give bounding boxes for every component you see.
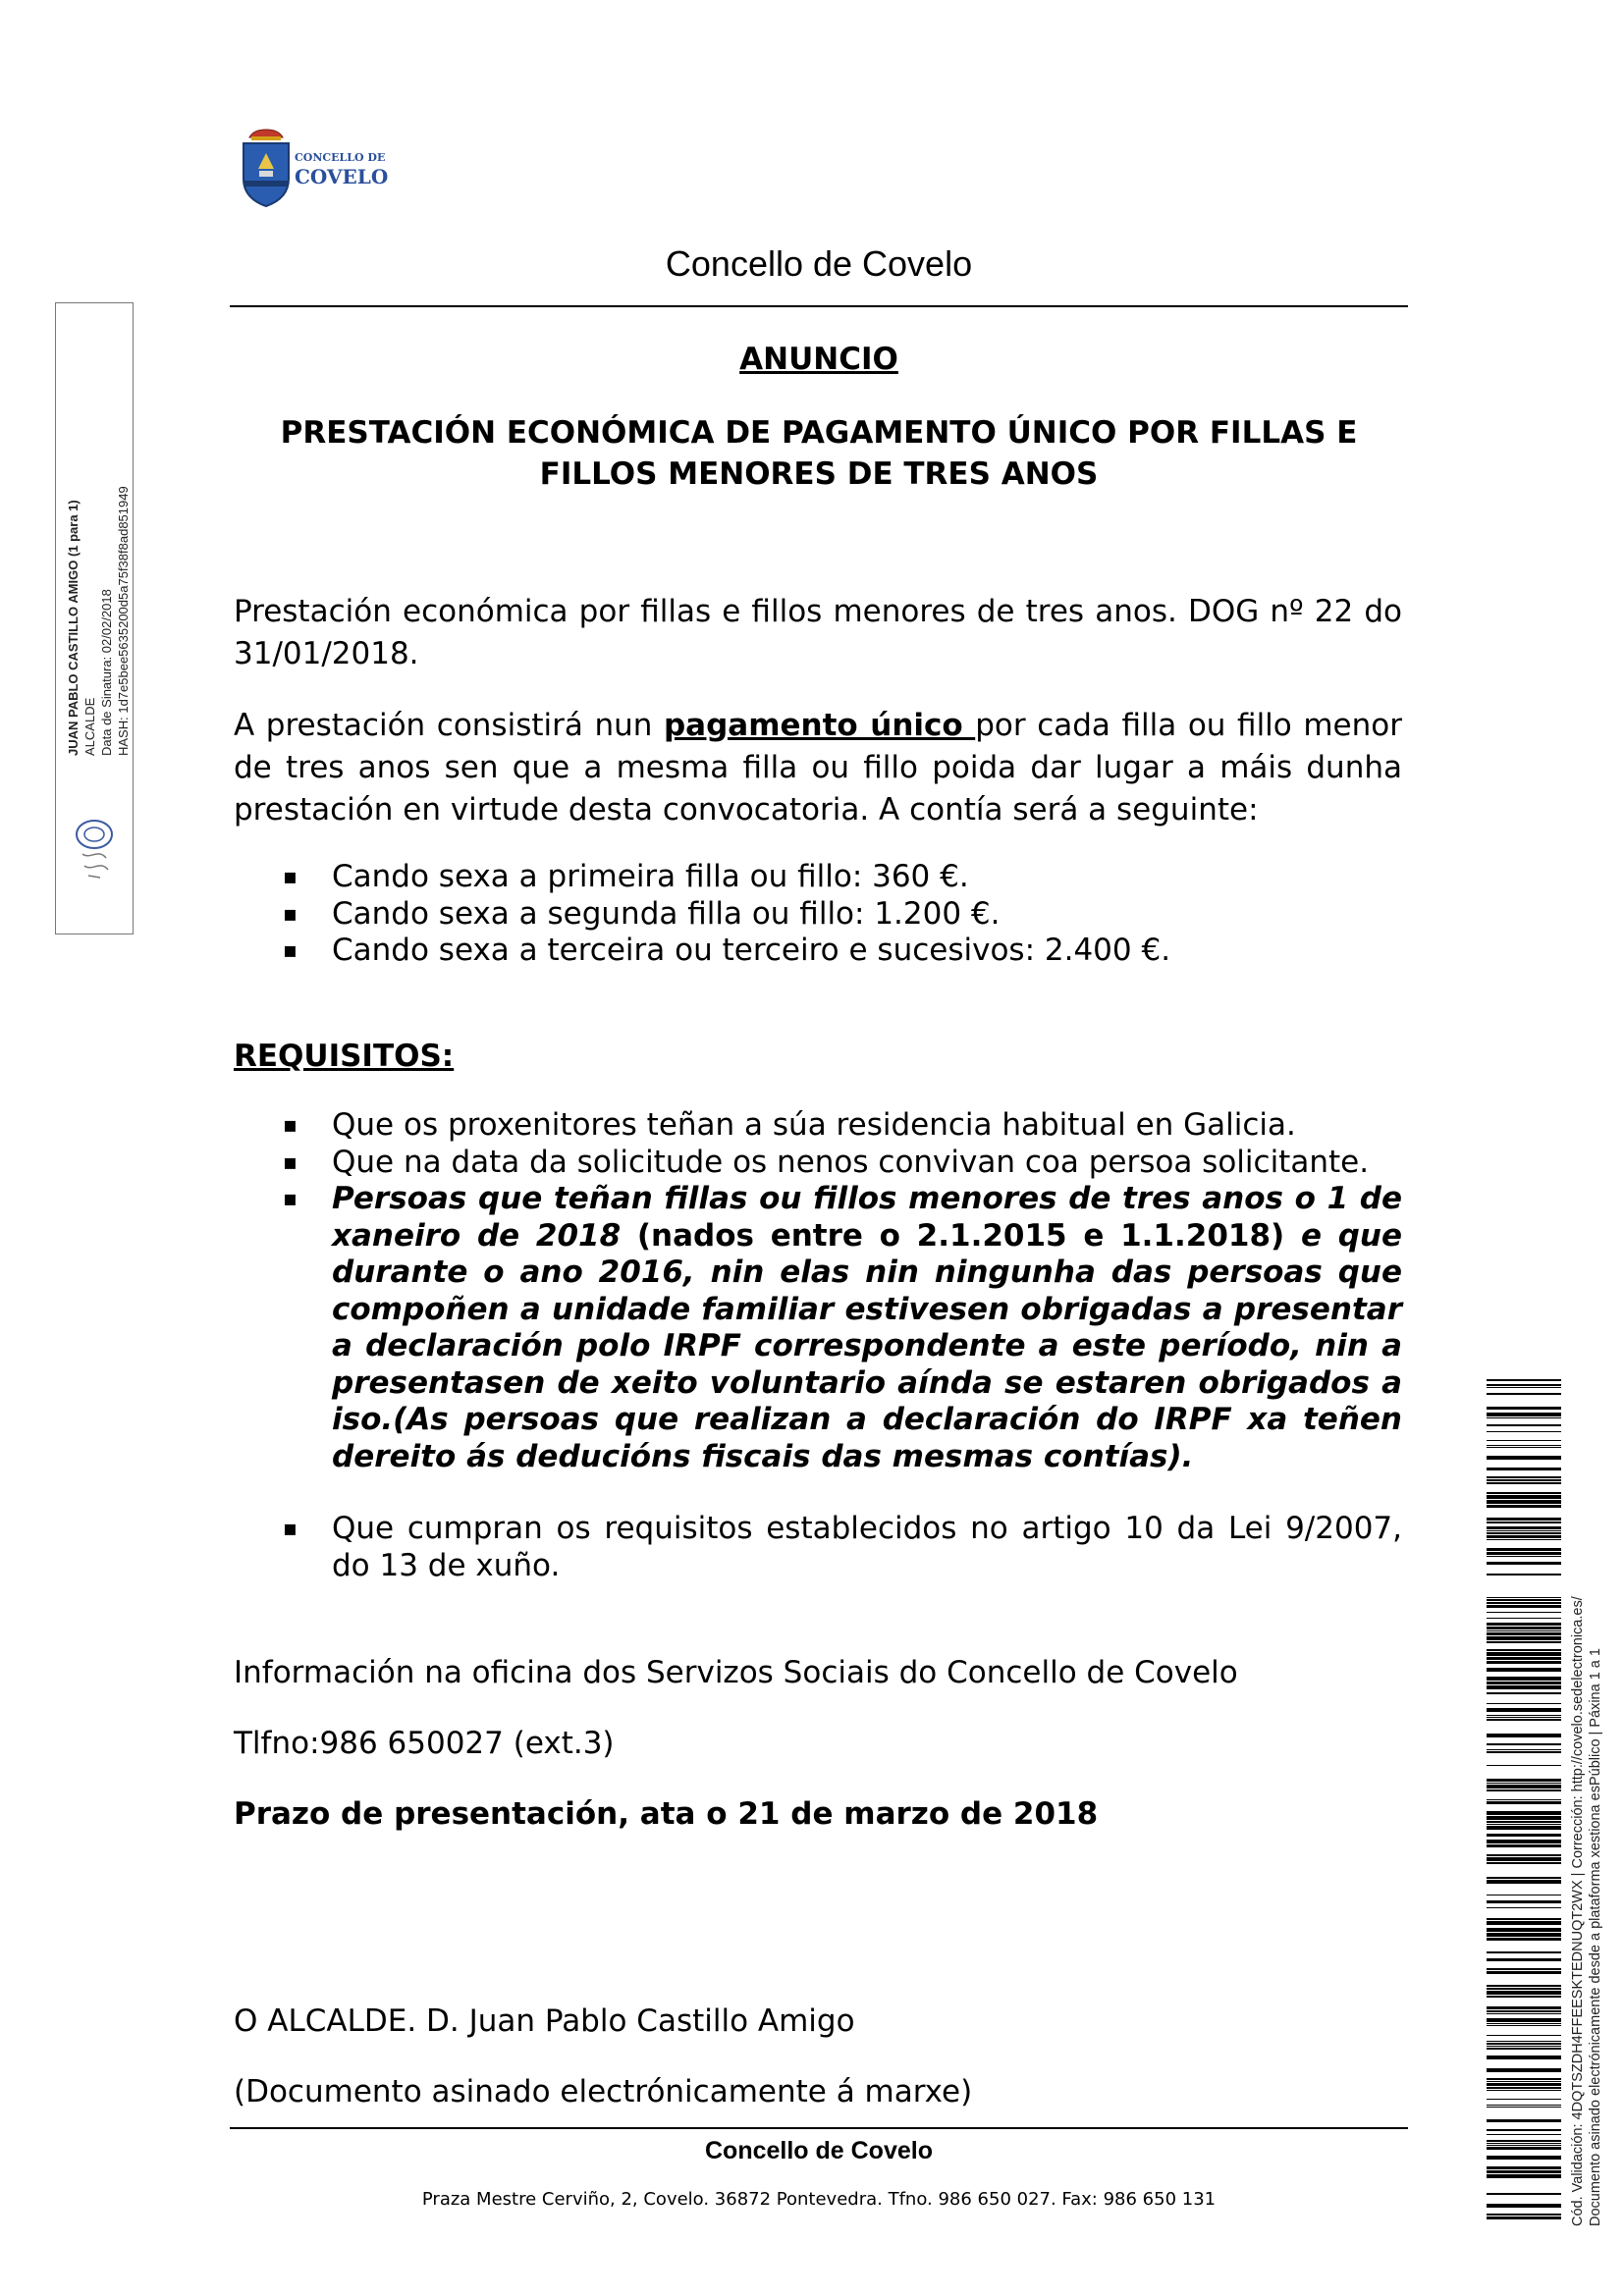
list-item: ▪ Que na data da solicitude os nenos convivan coa persoa solicitante. [234,1145,1402,1182]
footer-address: Praza Mestre Cerviño, 2, Covelo. 36872 Pontevedra. Tfno. 986 650 027. Fax: 986 650 131 [421,2189,1217,2210]
benefit-text-end: por cada filla ou fillo menor de tres anos sen que a mesma filla ou fillo poida dar lugar a máis dunha prestación en virtude desta convocatoria. A contía será a seguinte: [234,708,1402,828]
subtitle-line-2: FILLOS MENORES DE TRES ANOS [539,456,1099,492]
single-payment-emphasis: pagamento único [663,708,976,743]
coat-of-arms-icon [240,128,293,208]
list-item: ▪ Cando sexa a segunda filla ou fillo: 1.200 €. [234,896,1402,934]
signature-details [65,344,132,756]
requirements-list [234,1107,1402,1584]
intro-paragraph: Prestación económica por fillas e fillos menores de tres anos. DOG nº 22 do 31/01/2018. [234,594,1402,671]
requirements-heading: REQUISITOS: [234,1039,455,1074]
concello-logo [240,128,387,208]
requirement-text: e que durante o ano 2016, nin elas nin ningunha das persoas que compoñen a unidade familiar estivesen obrigadas a presentar a declaración polo IRPF correspondente a este período [332,1217,1402,1363]
amounts-list [234,859,1402,970]
signature-hash: HASH: 1d7e5bee5635200d5a75f38f8ad851949 [116,486,131,756]
signature-seal-icon [71,815,118,883]
requirement-text: (nados entre o 2.1.2015 e 1.1.2018) [621,1217,1301,1254]
list-item [234,1181,1402,1475]
list-item: ▪ Que os proxenitores teñan a súa residencia habitual en Galicia. [234,1107,1402,1145]
signature-date: Data de Sinatura: 02/02/2018 [99,589,114,756]
header-divider [230,305,1408,307]
info-office: Información na oficina dos Servizos Sociais do Concello de Covelo [234,1655,1238,1690]
validation-platform: Documento asinado electrónicamente desde a plataforma xestiona esPúblico | Páxina 1 a 1 [1588,1648,1603,2226]
list-item: ▪ Cando sexa a primeira filla ou fillo: 360 €. [234,859,1402,896]
deadline: Prazo de presentación, ata o 21 de marzo de 2018 [234,1796,1099,1832]
footer-title: Concello de Covelo [705,2137,933,2164]
subtitle-line-1: PRESTACIÓN ECONÓMICA DE PAGAMENTO ÚNICO POR FILLAS E [280,415,1358,451]
logo-text-main: COVELO [295,165,389,188]
document-subtitle [230,412,1408,495]
footer-divider [230,2127,1408,2129]
info-phone: Tlfno:986 650027 (ext.3) [234,1726,615,1761]
mayor-signature-line: O ALCALDE. D. Juan Pablo Castillo Amigo [234,2003,855,2039]
benefit-text-start: A prestación consistirá nun [234,708,664,743]
header-title: Concello de Covelo [665,243,973,284]
validation-info [1569,1343,1604,2226]
signed-note: (Documento asinado electrónicamente á marxe) [234,2074,973,2109]
list-item: ▪ Que cumpran os requisitos establecidos no artigo 10 da Lei 9/2007, do 13 de xuño. [234,1511,1402,1584]
validation-code: Cód. Validación: 4DQTSZDH4FFEESKTEDNUQT2WX | Corrección: http://covelo.sedelectronica.es/ [1570,1596,1586,2226]
signer-name: JUAN PABLO CASTILLO AMIGO (1 para 1) [66,500,81,756]
logo-text-top: CONCELLO DE [295,151,386,164]
requirement-text: Persoas que teñan fillas ou fillos menores de tres anos o 1 de xaneiro de 2018 [332,1181,1402,1254]
validation-barcode-icon [1487,1379,1561,2223]
benefit-paragraph [234,705,1402,831]
signer-role: ALCALDE [82,697,97,756]
list-item: ▪ Cando sexa a terceira ou terceiro e sucesivos: 2.400 €. [234,933,1402,970]
requirement-text: , nin a presentasen de xeito voluntario aínda se estaren obrigados a iso.(As persoas que realizan a declaración do IRPF xa teñen dereito ás deducións fiscais das mesmas contías). [332,1328,1402,1474]
document-title: ANUNCIO [739,342,898,377]
